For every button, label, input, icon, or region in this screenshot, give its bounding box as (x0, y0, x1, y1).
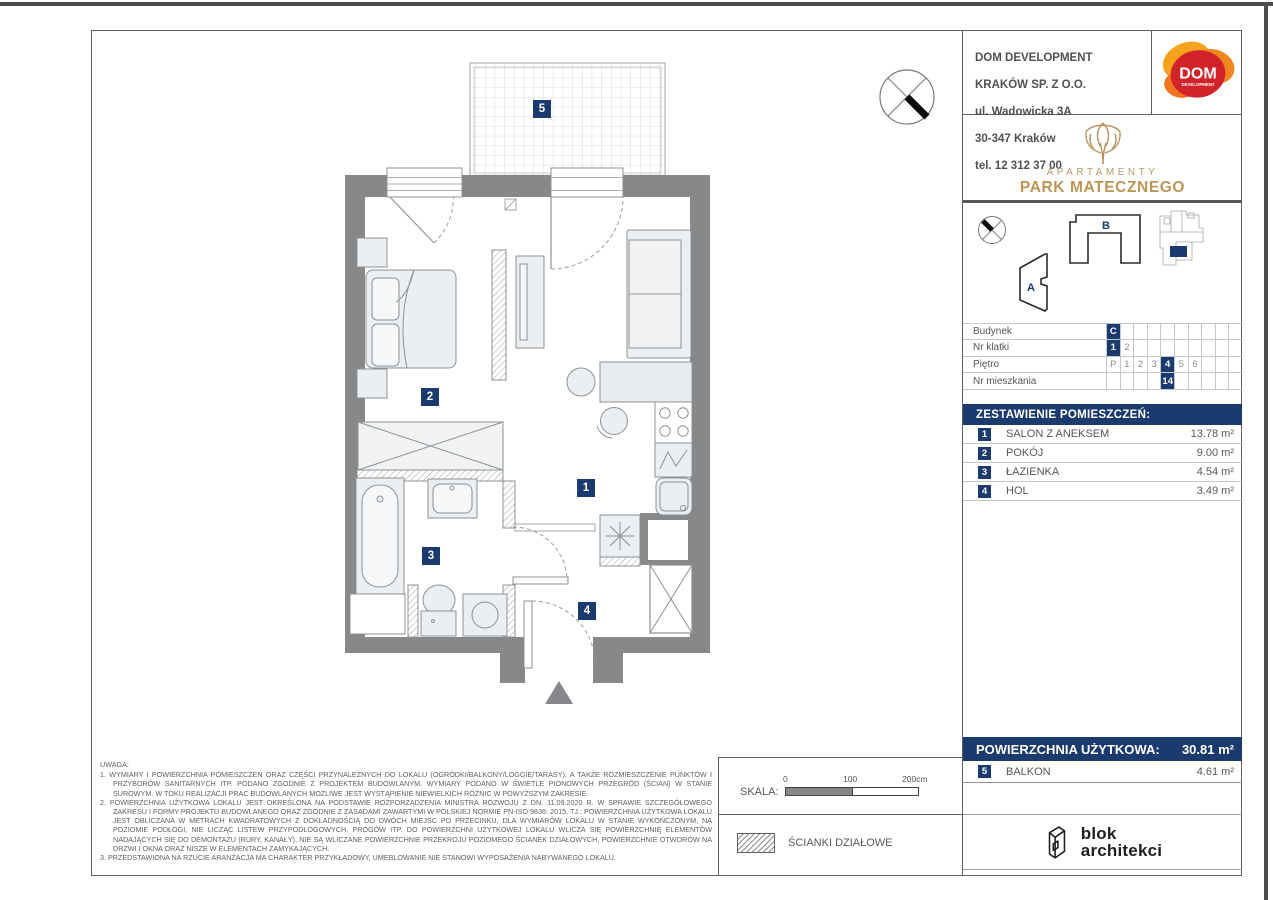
table-row: Nr mieszkania 14 (963, 373, 1242, 390)
brand-apartamenty: APARTAMENTY (1046, 167, 1159, 178)
dom-development-logo (1158, 38, 1238, 108)
room-area: 4.54 m² (1196, 466, 1234, 478)
balcony-window (387, 168, 462, 243)
rooms-header: ZESTAWIENIE POMIESZCZEŃ: (963, 404, 1242, 425)
park-matecznego-tree-icon (1073, 119, 1133, 165)
plan-room-badge-4: 4 (578, 602, 596, 620)
divider (718, 757, 719, 876)
scale-bar (785, 787, 919, 796)
entrance-arrow-icon (545, 681, 573, 704)
plan-room-badge-3: 3 (422, 547, 440, 565)
building-a-label: A (1027, 282, 1035, 294)
room-name: POKÓJ (1006, 447, 1044, 459)
notes-block (100, 760, 712, 862)
partition-hatch-swatch (737, 833, 775, 853)
note-item: 2. POWIERZCHNIA UŻYTKOWA LOKALU JEST OKREŚLONA NA PODSTAWIE ROZPORZĄDZENIA MINISTRA ROZWOJU Z DN. 11.09.2020 R. W SPRAWIE SZCZEGÓŁOWEGO ZAKRESU I FORMY PROJEKTU BUDOWLANEGO ORAZ ZGODNIE Z ZASADAMI ZAWARTYMI W POLSKIEJ NORMIE PN-ISO 9836: 2015, TJ.: POWIERZCHNIA UŻYTKOWA LOKALU JEST OBLICZANA W METRACH KWADRATOWYCH Z DOKŁADNOŚCIĄ DO DWÓCH MIEJSC PO PRZECINKU, DLA WYMIARÓW LOKALU W STANIE WYKOŃCZONYM, NA POZIOMIE PODŁOGI, NIE LICZĄC LISTEW PRZYPODŁOGOWYCH, PROGÓW ITP. DO POWIERZCHNI UŻYTKOWEJ LOKALU WLICZA SIĘ POWIERZCHNIĘ ELEMENTÓW NADAJĄCYCH SIĘ DO DEMONTAŻU (RURY, KANAŁY), NIE SĄ WLICZANE POWIERZCHNIE PRZEKROJU POZIOMEGO ŚCIANEK DZIAŁOWYCH, POWIERZCHNIE OTWORÓW NA DRZWI I OKNA ORAZ NISZE W ELEMENTACH ZAMYKAJĄCYCH. (100, 797, 712, 853)
room-name: ŁAZIENKA (1006, 466, 1060, 478)
blok-architekci-logo (1043, 822, 1071, 862)
usable-area-value: 30.81 m² (1181, 741, 1234, 757)
scale-tick-100: 100 (843, 774, 858, 784)
room-number-badge: 5 (978, 765, 991, 778)
list-item (963, 444, 1242, 463)
balcony-row (963, 761, 1242, 783)
notes-title: UWAGA: (100, 760, 129, 769)
room-number-badge: 1 (978, 428, 991, 441)
vent-symbol (505, 199, 516, 210)
partition-legend-label: ŚCIANKI DZIAŁOWE (788, 837, 893, 849)
rooms-list (963, 425, 1242, 501)
frame-top-line (0, 2, 1273, 6)
architect-cell (963, 815, 1242, 870)
room-name: HOL (1006, 485, 1029, 497)
architect-name: blok architekci (1080, 823, 1163, 860)
plan-room-badge-2: 2 (421, 388, 439, 406)
divider (718, 814, 962, 815)
list-item (963, 482, 1242, 501)
room-name: SALON Z ANEKSEM (1006, 428, 1110, 440)
floorplan-drawing (91, 30, 961, 755)
divider (718, 757, 962, 758)
note-item: 1. WYMIARY I POWIERZCHNIA POMIESZCZEŃ ORAZ CZĘŚCI PRZYNALEŻNYCH DO LOKALU (OGRÓDKI/BALKONY/LOGGIE/TARASY), A TAKŻE ROZMIESZCZENIE PUNKTÓW I PRZYBORÓW SANITARNYCH ITP. PODANO ZGODNIE Z PROJEKTEM BUDOWLANYM. WYMIARY PODANO W ŚWIETLE PIONOWYCH PRZEGRÓD (ŚCIAN) W STANIE SUROWYM. W TOKU REALIZACJI PRAC BUDOWLANYCH MOŻLIWE JEST WYSTĄPIENIE NIEWIELKICH RÓŻNIC W POWYŻSZYM ZAKRESIE. (100, 770, 712, 798)
room-number-badge: 3 (978, 466, 991, 479)
list-item (963, 463, 1242, 482)
brand-park-matecznego: PARK MATECZNEGO (1019, 179, 1186, 196)
siteplan-compass-icon (979, 217, 1006, 244)
list-item (963, 425, 1242, 444)
developer-logo-cell (1151, 31, 1243, 114)
brand-cell (963, 115, 1242, 203)
balcony-door (551, 168, 623, 269)
room-name: BALKON (1006, 765, 1051, 778)
siteplan-cell (963, 206, 1242, 323)
room-area: 13.78 m² (1190, 428, 1234, 440)
table-row: Nr klatki 1 2 (963, 340, 1242, 357)
note-item: 3. PRZEDSTAWIONA NA RZUCIE ARANŻACJA MA CHARAKTER PRZYKŁADOWY, UMEBLOWANIE NIE STANOWI WYPOSAŻENIA NABYWANEGO LOKALU. (100, 853, 616, 863)
scale-bar-empty (852, 788, 919, 795)
scale-tick-200: 200cm (902, 774, 928, 784)
table-row: Budynek C (963, 323, 1242, 340)
building-b-label: B (1102, 220, 1110, 232)
livingroom-furniture (567, 230, 692, 633)
table-row: Piętro P 1 2 3 4 5 6 (963, 357, 1242, 374)
shaft-niche (648, 520, 688, 560)
building-c-miniplan (1160, 211, 1203, 265)
miniplan-unit-highlight (1170, 246, 1187, 257)
bathroom-door (513, 527, 568, 584)
room-area: 4.61 m² (1196, 765, 1234, 778)
frame-right-line (1264, 2, 1268, 900)
scale-tick-0: 0 (783, 774, 788, 784)
usable-area-label: POWIERZCHNIA UŻYTKOWA: (976, 741, 1160, 757)
scale-label: SKALA: (740, 786, 779, 798)
plan-room-badge-1: 1 (577, 479, 595, 497)
svg-text:DOM: DOM (1178, 64, 1217, 83)
bedroom-furniture (357, 238, 544, 470)
plan-balcony-badge-5: 5 (533, 100, 551, 118)
north-compass-icon (880, 70, 934, 124)
developer-address: DOM DEVELOPMENT KRAKÓW SP. Z O.O. ul. Wadowicka 3A 30-347 Kraków tel. 12 312 37 00 (975, 51, 1093, 173)
room-number-badge: 4 (978, 485, 991, 498)
balcony-area (470, 63, 665, 177)
unit-info-table (963, 323, 1242, 390)
room-area: 9.00 m² (1196, 447, 1234, 459)
room-area: 3.49 m² (1196, 485, 1234, 497)
room-number-badge: 2 (978, 447, 991, 460)
usable-area-bar (963, 737, 1242, 761)
svg-text:DEVELOPMENT: DEVELOPMENT (1180, 81, 1215, 87)
scale-bar-filled (786, 788, 852, 795)
